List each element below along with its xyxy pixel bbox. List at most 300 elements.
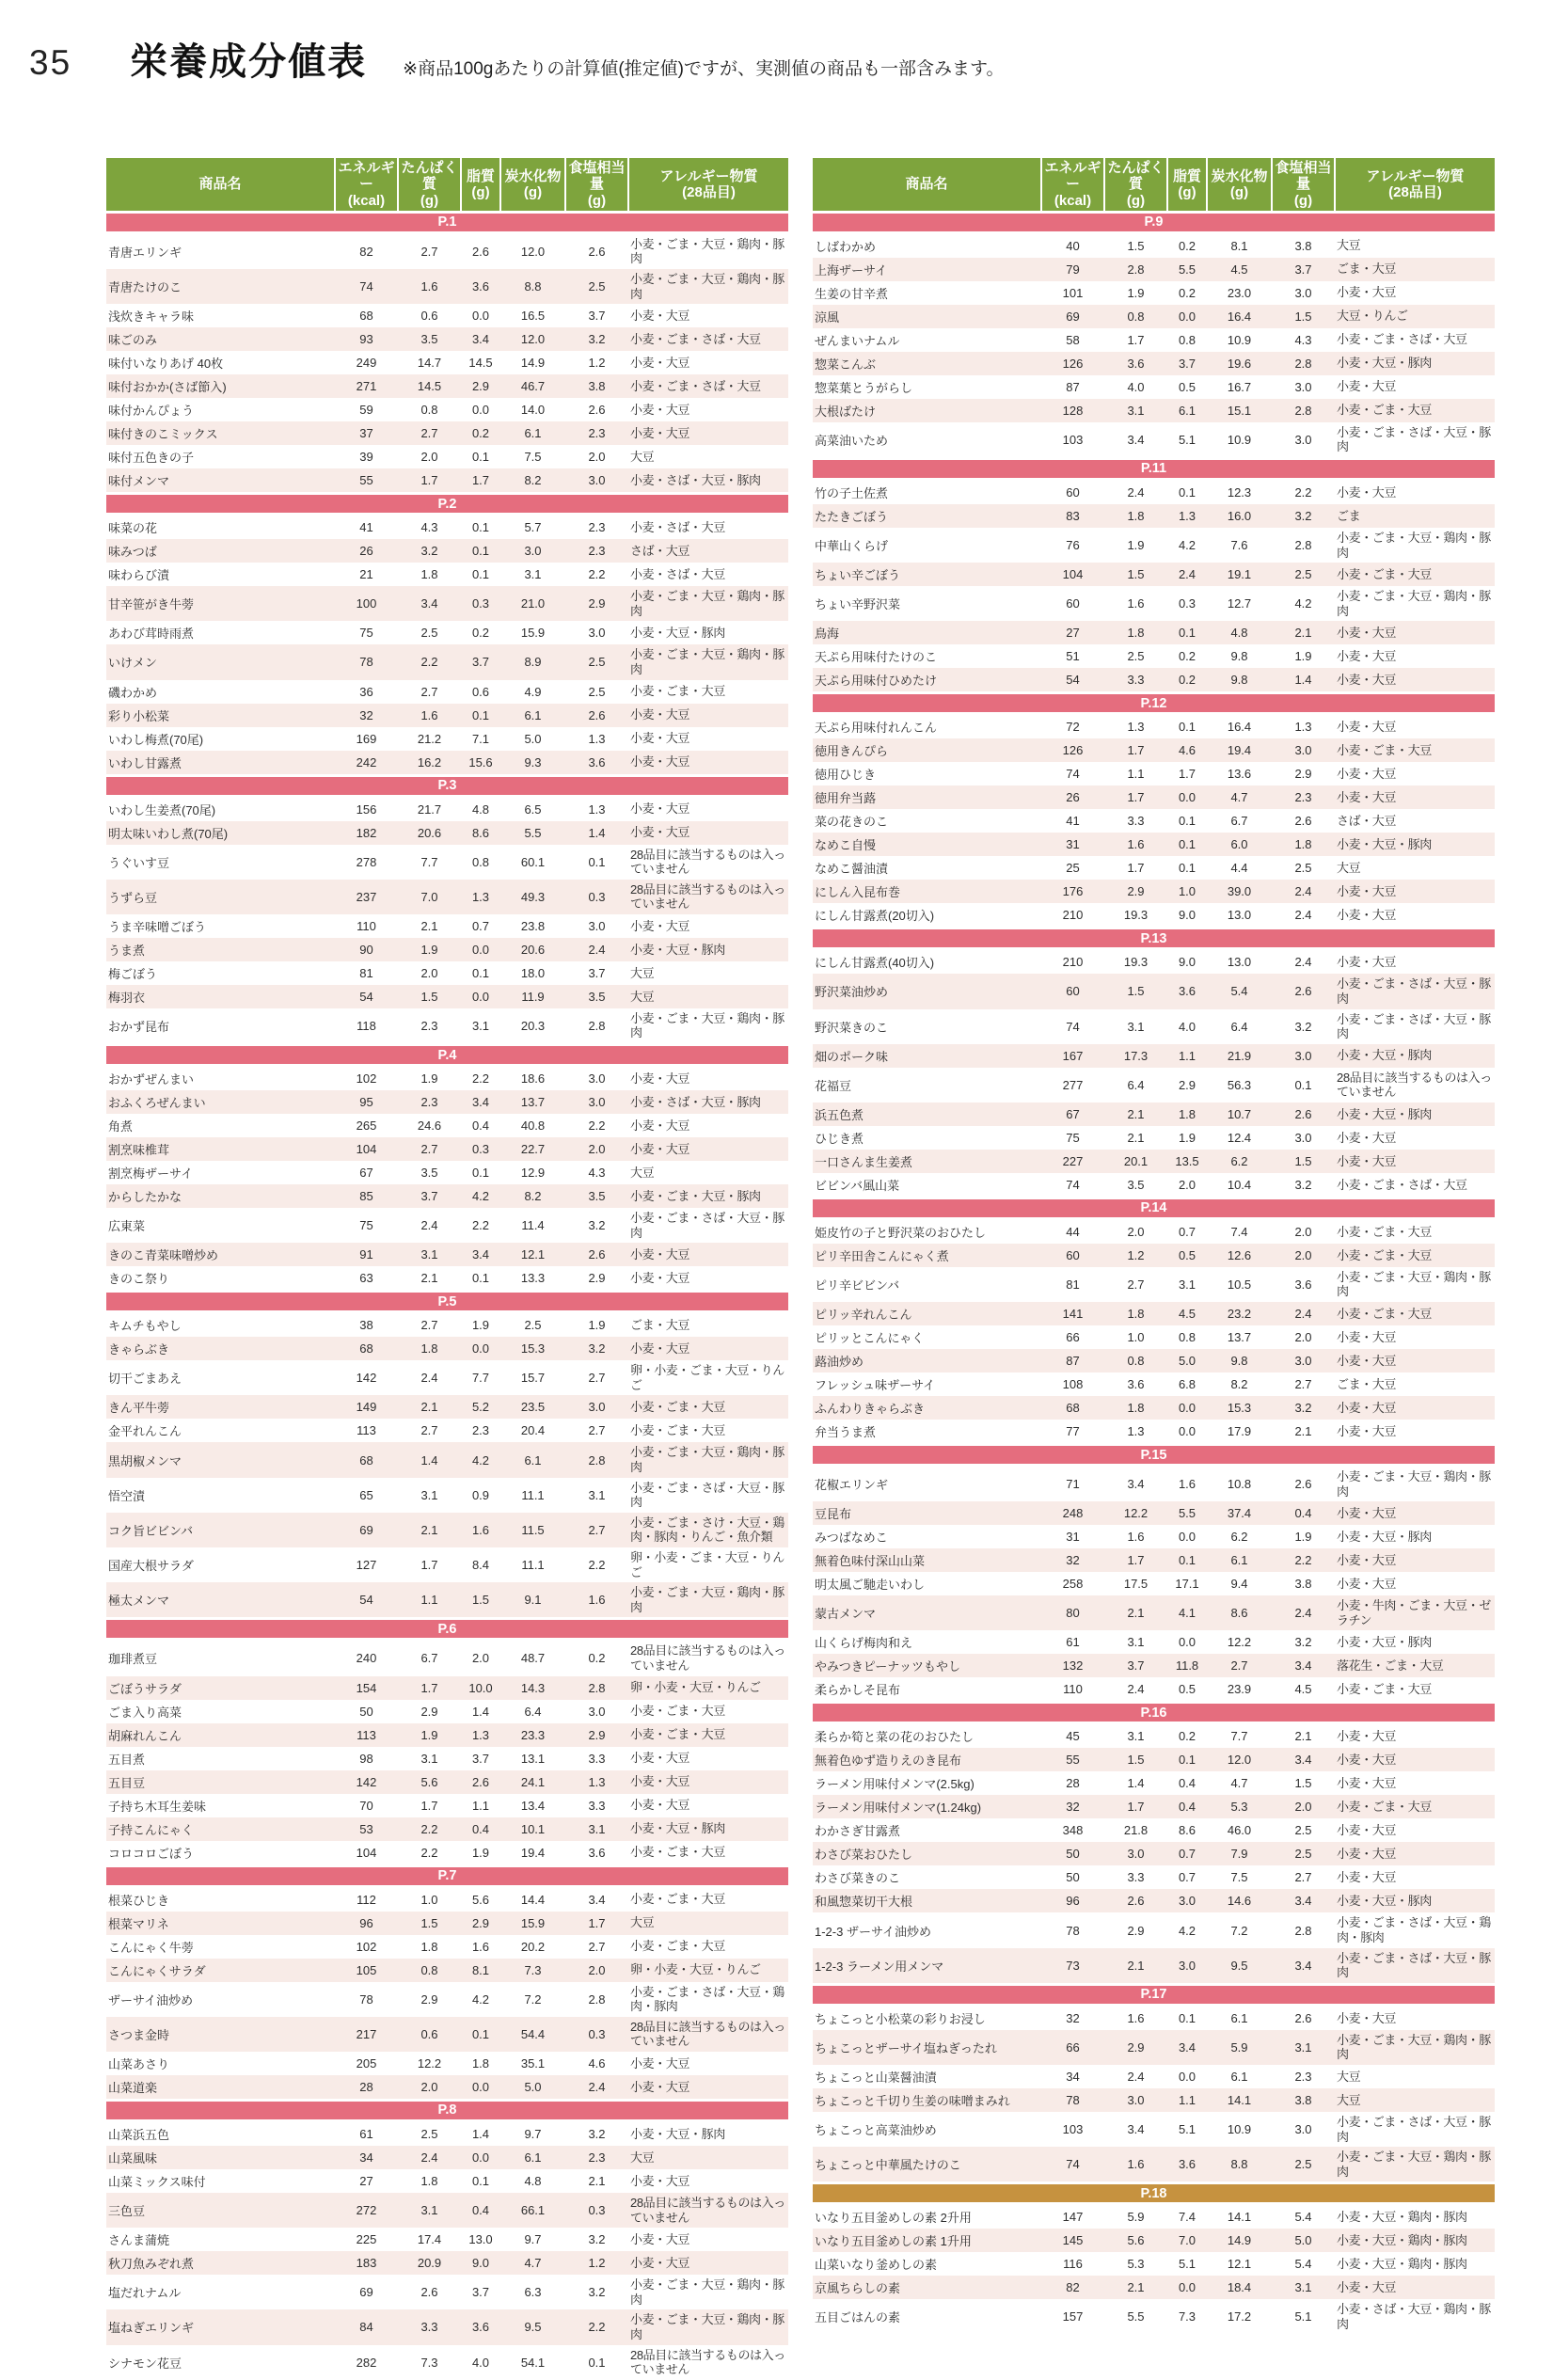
fat-g-cell: 3.0 [1167,1948,1207,1985]
product-name-cell: 三色豆 [106,2193,335,2228]
product-name-cell: 五目豆 [106,1770,335,1794]
energy-kcal-cell: 87 [1066,379,1080,394]
product-name-cell: さつま金時 [106,2017,335,2052]
fat-g-cell: 3.6 [461,269,500,304]
fat-g-cell: 4.0 [471,2355,490,2370]
product-row [813,833,1495,856]
allergens-cell: 小麦・ごま・大豆 [1335,563,1495,586]
allergens-cell: 小麦・ごま・大豆 [1335,1302,1495,1325]
section-row [106,2100,788,2120]
carbohydrate-g-cell: 23.8 [520,918,546,933]
carbohydrate-g-cell: 13.1 [520,1751,546,1766]
allergens-cell: 小麦・ごま・大豆 [630,1704,725,1719]
product-row [106,1208,788,1243]
carbohydrate-g-cell: 19.6 [1207,352,1272,375]
column-header-carbohydrate: 炭水化物 (g) [1207,158,1272,212]
carbohydrate-g-cell: 10.7 [1207,1103,1272,1126]
fat-g-cell: 6.8 [1178,1377,1196,1392]
product-name-cell: 秋刀魚みぞれ煮 [106,2251,335,2275]
product-row [813,762,1495,785]
allergens-cell: 小麦・ごま・大豆・鶏肉・豚肉 [628,644,788,679]
protein-g-cell: 1.5 [1104,974,1167,1008]
energy-kcal-cell: 167 [1041,1044,1104,1068]
product-row [813,528,1495,563]
column-header-fat: 脂質 (g) [461,158,500,212]
energy-kcal-cell: 26 [335,539,398,563]
fat-g-cell: 5.1 [1178,2122,1196,2137]
protein-g-cell: 3.6 [1127,1377,1145,1392]
carbohydrate-g-cell: 18.4 [1207,2276,1272,2299]
fat-g-cell: 0.1 [471,965,490,980]
carbohydrate-g-cell: 6.2 [1207,1150,1272,1173]
product-name-cell: 山菜ミックス味付 [108,2174,206,2189]
product-name-cell: きゃらぶき [106,1337,335,1360]
carbohydrate-g-cell: 12.4 [1227,1130,1252,1145]
salt-g-cell: 2.9 [1294,767,1312,782]
allergens-cell: 小麦・大豆 [1337,1729,1397,1744]
page-note: ※商品100gあたりの計算値(推定値)ですが、実測値の商品も一部含みます。 [403,59,1005,79]
fat-g-cell: 1.3 [1167,504,1207,528]
product-row [813,232,1495,258]
carbohydrate-g-cell: 5.0 [524,731,542,746]
allergens-cell: 小麦・牛肉・ごま・大豆・ゼラチン [1335,1595,1495,1630]
carbohydrate-g-cell: 13.3 [520,1271,546,1286]
protein-g-cell: 19.3 [1123,908,1149,923]
energy-kcal-cell: 69 [335,1513,398,1547]
product-row [106,2169,788,2193]
fat-g-cell: 2.3 [471,1423,490,1438]
fat-g-cell: 0.2 [1178,238,1196,253]
energy-kcal-cell: 83 [1041,504,1104,528]
carbohydrate-g-cell: 23.2 [1207,1302,1272,1325]
salt-g-cell: 2.9 [588,1271,606,1286]
protein-g-cell: 2.1 [1104,1948,1167,1985]
allergens-cell: 小麦・大豆 [1335,785,1495,809]
allergens-cell: 小麦・ごま・大豆・鶏肉・豚肉 [628,1442,788,1477]
allergens-cell: 28品目に該当するものは入っていません [628,880,788,914]
allergens-cell: 小麦・さば・大豆・豚肉 [628,468,788,494]
product-row [106,1700,788,1723]
salt-g-cell: 2.5 [1272,1842,1335,1865]
fat-g-cell: 17.1 [1175,1577,1199,1592]
product-name-cell: ピリッ辛れんこん [813,1302,1041,1325]
product-row [813,2065,1495,2088]
protein-g-cell: 2.2 [398,1817,461,1841]
energy-kcal-cell: 110 [1063,1682,1083,1697]
salt-g-cell: 2.6 [565,704,628,727]
energy-kcal-cell: 34 [1066,2070,1080,2084]
product-row [106,621,788,644]
salt-g-cell: 3.5 [565,985,628,1008]
fat-g-cell: 4.0 [1178,1019,1196,1034]
product-name-cell: 花椒エリンギ [815,1478,889,1493]
salt-g-cell: 2.8 [1294,538,1312,553]
product-name-cell: 徳用ひじき [815,768,877,783]
allergens-cell: 小麦・ごま・大豆・鶏肉・豚肉 [630,1010,784,1040]
fat-g-cell: 0.1 [1178,814,1196,829]
fat-g-cell: 0.2 [461,421,500,445]
allergens-cell: 小麦・大豆 [1337,2010,1397,2025]
protein-g-cell: 3.5 [1127,1177,1145,1192]
product-row [813,2229,1495,2252]
product-row [813,1630,1495,1654]
product-name-cell: 豆昆布 [813,1501,1041,1525]
energy-kcal-cell: 61 [1066,1635,1080,1650]
carbohydrate-g-cell: 9.1 [500,1582,565,1619]
nutrition-table [106,158,788,2380]
product-row [813,2112,1495,2147]
energy-kcal-cell: 225 [356,2232,377,2247]
product-name-cell: やみつきピーナッツもやし [813,1654,1041,1677]
carbohydrate-g-cell: 8.9 [500,644,565,679]
product-name-cell: おかず昆布 [108,1019,170,1034]
carbohydrate-g-cell: 2.5 [524,1318,542,1333]
allergens-cell: 小麦・大豆 [1335,1548,1495,1572]
salt-g-cell: 1.5 [1272,1150,1335,1173]
salt-g-cell: 0.3 [565,2193,628,2228]
protein-g-cell: 19.3 [1123,955,1149,970]
fat-g-cell: 0.1 [471,567,490,582]
product-name-cell: ごま入り高菜 [108,1705,182,1720]
allergens-cell: 小麦・ごま・大豆 [628,1395,788,1419]
fat-g-cell: 0.1 [461,539,500,563]
allergens-cell: 小麦・大豆 [1337,1870,1397,1885]
product-row [813,2005,1495,2030]
energy-kcal-cell: 265 [356,1119,377,1134]
product-row [106,1982,788,2017]
carbohydrate-g-cell: 7.4 [1230,1224,1248,1239]
section-row [813,1198,1495,1218]
carbohydrate-g-cell: 12.7 [1227,596,1252,611]
energy-kcal-cell: 63 [359,1271,373,1286]
salt-g-cell: 1.5 [1272,305,1335,328]
energy-kcal-cell: 113 [357,1423,376,1438]
product-name-cell: 惣菜こんぶ [813,352,1041,375]
fat-g-cell: 3.4 [461,327,500,351]
protein-g-cell: 2.7 [420,244,438,259]
product-name-cell: いなり五目釜めしの素 1升用 [813,2229,1041,2252]
allergens-cell: 小麦・大豆・豚肉 [1335,833,1495,856]
fat-g-cell: 0.4 [1167,1795,1207,1818]
product-row [813,1654,1495,1677]
product-name-cell: にしん甘露煮(20切入) [815,909,935,924]
product-row [106,1419,788,1442]
salt-g-cell: 2.4 [1272,1595,1335,1630]
carbohydrate-g-cell: 8.6 [1207,1595,1272,1630]
product-row [106,563,788,586]
energy-kcal-cell: 61 [359,2126,373,2141]
fat-g-cell: 0.1 [461,704,500,727]
product-name-cell: 山菜浜五色 [108,2127,170,2142]
protein-g-cell: 3.7 [398,1184,461,1208]
salt-g-cell: 3.2 [565,1337,628,1360]
allergens-cell: 小麦・大豆 [1337,1130,1397,1145]
carbohydrate-g-cell: 6.4 [524,1704,542,1719]
section-row [813,2183,1495,2204]
energy-kcal-cell: 141 [1041,1302,1104,1325]
product-name-cell: なめこ自慢 [813,833,1041,856]
salt-g-cell: 2.5 [588,684,606,699]
carbohydrate-g-cell: 7.9 [1207,1842,1272,1865]
fat-g-cell: 0.1 [1178,2010,1196,2025]
product-name-cell: こんにゃくサラダ [106,1959,335,1982]
allergens-cell: 小麦・ごま・大豆・鶏肉・豚肉 [1337,1269,1491,1299]
energy-kcal-cell: 96 [335,1912,398,1935]
carbohydrate-g-cell: 40.8 [520,1119,546,1134]
protein-g-cell: 1.7 [398,468,461,494]
product-row [813,1795,1495,1818]
allergens-cell: 小麦・大豆 [1335,1842,1495,1865]
product-name-cell: 甘辛笹がき牛蒡 [106,586,335,621]
protein-g-cell: 2.3 [420,1018,438,1033]
allergens-cell: 小麦・大豆 [628,1243,788,1266]
product-row [106,2120,788,2146]
salt-g-cell: 3.0 [565,1395,628,1419]
fat-g-cell: 0.0 [461,1337,500,1360]
protein-g-cell: 3.2 [398,539,461,563]
protein-g-cell: 1.7 [1127,332,1145,347]
fat-g-cell: 0.1 [1167,621,1207,644]
salt-g-cell: 3.2 [1272,1396,1335,1420]
protein-g-cell: 17.4 [417,2232,442,2247]
carbohydrate-g-cell: 13.0 [1227,908,1252,923]
energy-kcal-cell: 75 [359,626,373,641]
product-name-cell: 弁当うま煮 [815,1425,877,1440]
protein-g-cell: 1.5 [1104,563,1167,586]
protein-g-cell: 2.4 [1127,2070,1145,2084]
salt-g-cell: 2.8 [1272,352,1335,375]
fat-g-cell: 1.7 [1178,767,1196,782]
protein-g-cell: 1.8 [1104,1396,1167,1420]
product-name-cell: 山菜いなり釜めしの素 [815,2258,938,2273]
energy-kcal-cell: 79 [1041,258,1104,281]
product-name-cell: たたきごぼう [813,504,1041,528]
protein-g-cell: 1.1 [398,1582,461,1619]
protein-g-cell: 21.7 [417,801,442,817]
energy-kcal-cell: 81 [1066,1277,1080,1292]
section-row [106,494,788,515]
fat-g-cell: 0.0 [1178,1424,1196,1439]
product-name-cell: 彩り小松菜 [106,704,335,727]
energy-kcal-cell: 31 [1066,1530,1080,1545]
carbohydrate-g-cell: 9.7 [524,2126,542,2141]
protein-g-cell: 6.7 [420,1651,438,1666]
product-row [106,821,788,845]
product-row [813,903,1495,928]
fat-g-cell: 4.6 [1167,738,1207,762]
energy-kcal-cell: 249 [356,356,377,371]
fat-g-cell: 1.7 [461,468,500,494]
salt-g-cell: 3.8 [1294,1577,1312,1592]
product-name-cell: コク旨ビビンバ [106,1513,335,1547]
protein-g-cell: 2.9 [1104,2030,1167,2065]
product-name-cell: 浅炊きキャラ味 [108,309,195,325]
salt-g-cell: 2.0 [1294,1330,1312,1345]
energy-kcal-cell: 71 [1066,1477,1080,1492]
energy-kcal-cell: 38 [359,1318,373,1333]
energy-kcal-cell: 78 [359,1991,373,2007]
protein-g-cell: 1.8 [420,1939,438,1954]
carbohydrate-g-cell: 54.1 [520,2355,546,2370]
salt-g-cell: 2.1 [1272,621,1335,644]
carbohydrate-g-cell: 5.4 [1207,974,1272,1008]
product-row [813,504,1495,528]
carbohydrate-g-cell: 14.4 [520,1892,546,1907]
salt-g-cell: 2.1 [588,2173,606,2188]
salt-g-cell: 3.0 [1294,379,1312,394]
section-label: P.1 [106,212,788,232]
energy-kcal-cell: 80 [1041,1595,1104,1630]
product-name-cell: 根菜ひじき [108,1893,170,1908]
protein-g-cell: 1.8 [1104,504,1167,528]
product-name-cell: わさび菜おひたし [813,1842,1041,1865]
column-header-allergens: アレルギー物質 (28品目) [628,158,788,212]
product-name-cell: 野沢菜きのこ [815,1020,889,1035]
salt-g-cell: 0.1 [588,854,606,869]
fat-g-cell: 8.4 [471,1558,490,1573]
product-name-cell: 五目ごはんの素 [815,2310,901,2325]
carbohydrate-g-cell: 6.1 [500,2146,565,2169]
energy-kcal-cell: 74 [335,269,398,304]
salt-g-cell: 3.0 [588,918,606,933]
allergens-cell: 小麦・大豆 [1337,1329,1397,1344]
protein-g-cell: 0.6 [398,2017,461,2052]
allergens-cell: 小麦・大豆 [630,2055,690,2071]
allergens-cell: 卵・小麦・ごま・大豆・りんご [630,1363,784,1392]
carbohydrate-g-cell: 15.3 [1207,1396,1272,1420]
salt-g-cell: 3.1 [1272,2030,1335,2065]
fat-g-cell: 2.2 [471,1071,490,1087]
carbohydrate-g-cell: 9.4 [1230,1577,1248,1592]
fat-g-cell: 2.6 [461,1770,500,1794]
product-row [813,949,1495,975]
allergens-cell: 大豆 [1337,2069,1361,2084]
fat-g-cell: 1.3 [461,1723,500,1747]
protein-g-cell: 1.7 [420,1798,438,1813]
energy-kcal-cell: 112 [357,1892,376,1907]
protein-g-cell: 3.0 [1104,1842,1167,1865]
protein-g-cell: 0.6 [420,309,438,324]
product-row [813,1501,1495,1525]
protein-g-cell: 3.1 [398,2193,461,2228]
product-row [813,856,1495,880]
product-row [106,1478,788,1513]
energy-kcal-cell: 74 [1066,1019,1080,1034]
salt-g-cell: 0.4 [1272,1501,1335,1525]
protein-g-cell: 20.1 [1104,1150,1167,1173]
carbohydrate-g-cell: 6.2 [1230,1530,1248,1545]
product-row [813,2252,1495,2276]
product-row [813,375,1495,399]
protein-g-cell: 1.9 [398,938,461,961]
product-row [106,961,788,985]
fat-g-cell: 15.6 [461,751,500,776]
energy-kcal-cell: 25 [1066,861,1080,876]
product-row [813,1302,1495,1325]
carbohydrate-g-cell: 16.7 [1227,379,1252,394]
allergens-cell: さば・大豆 [628,539,788,563]
protein-g-cell: 1.1 [1127,767,1145,782]
product-name-cell: なめこ醤油漬 [815,862,889,877]
product-row [813,1525,1495,1548]
energy-kcal-cell: 102 [356,1939,377,1954]
fat-g-cell: 0.1 [1178,861,1196,876]
energy-kcal-cell: 126 [1041,352,1104,375]
fat-g-cell: 0.5 [1178,379,1196,394]
product-row [813,668,1495,693]
carbohydrate-g-cell: 9.3 [500,751,565,776]
allergens-cell: 小麦・大豆 [630,918,690,933]
product-row [813,328,1495,352]
carbohydrate-g-cell: 8.1 [1230,238,1248,253]
allergens-cell: 小麦・ごま・大豆・鶏肉・豚肉 [1337,530,1491,560]
protein-g-cell: 2.1 [420,1271,438,1286]
product-row [813,2147,1495,2183]
allergens-cell: 小麦・ごま・さば・大豆・豚肉 [1337,424,1491,454]
product-row [106,2228,788,2251]
product-name-cell: 広東菜 [108,1219,146,1234]
carbohydrate-g-cell: 10.9 [1227,2122,1252,2137]
allergens-cell: 小麦・ごま・大豆 [1337,1224,1432,1239]
product-name-cell: 中華山くらげ [815,539,889,554]
allergens-cell: 小麦・大豆・豚肉 [1335,1103,1495,1126]
allergens-cell: 小麦・ごま・さば・大豆 [628,374,788,398]
carbohydrate-g-cell: 16.4 [1207,305,1272,328]
product-row [813,1420,1495,1445]
carbohydrate-g-cell: 10.5 [1227,1277,1252,1292]
energy-kcal-cell: 128 [1041,399,1104,422]
product-row [813,2088,1495,2112]
protein-g-cell: 1.7 [1104,1795,1167,1818]
salt-g-cell: 4.5 [1294,1682,1312,1697]
protein-g-cell: 1.7 [1104,738,1167,762]
protein-g-cell: 1.5 [398,1912,461,1935]
salt-g-cell: 2.3 [565,421,628,445]
carbohydrate-g-cell: 6.1 [1207,1548,1272,1572]
product-name-cell: ちょこっと中華風たけのこ [813,2147,1041,2183]
protein-g-cell: 5.5 [1127,2309,1145,2324]
carbohydrate-g-cell: 5.3 [1207,1795,1272,1818]
salt-g-cell: 5.0 [1272,2229,1335,2252]
carbohydrate-g-cell: 4.7 [500,2251,565,2275]
protein-g-cell: 0.8 [420,403,438,418]
protein-g-cell: 1.0 [1127,1330,1145,1345]
protein-g-cell: 1.2 [1104,1244,1167,1267]
salt-g-cell: 2.0 [1272,1795,1335,1818]
salt-g-cell: 3.0 [1272,738,1335,762]
carbohydrate-g-cell: 4.8 [524,2173,542,2188]
carbohydrate-g-cell: 10.4 [1227,1177,1252,1192]
section-label: P.14 [813,1198,1495,1218]
protein-g-cell: 3.4 [1127,2122,1145,2137]
protein-g-cell: 1.5 [1104,1748,1167,1771]
allergens-cell: 小麦・大豆 [1337,1823,1397,1838]
salt-g-cell: 3.0 [588,626,606,641]
fat-g-cell: 0.4 [1178,1776,1196,1791]
allergens-cell: 小麦・大豆 [630,1118,690,1133]
salt-g-cell: 3.2 [588,2126,606,2141]
product-row [106,1337,788,1360]
energy-kcal-cell: 50 [1066,1870,1080,1885]
product-name-cell: 味付きのこミックス [106,421,335,445]
product-name-cell: ちょこっと小松菜の彩りお浸し [815,2011,986,2026]
salt-g-cell: 3.0 [588,1704,606,1719]
energy-kcal-cell: 69 [359,2285,373,2300]
salt-g-cell: 3.6 [588,1845,606,1860]
salt-g-cell: 3.1 [588,1487,606,1502]
product-row [813,352,1495,375]
fat-g-cell: 3.7 [471,2285,490,2300]
